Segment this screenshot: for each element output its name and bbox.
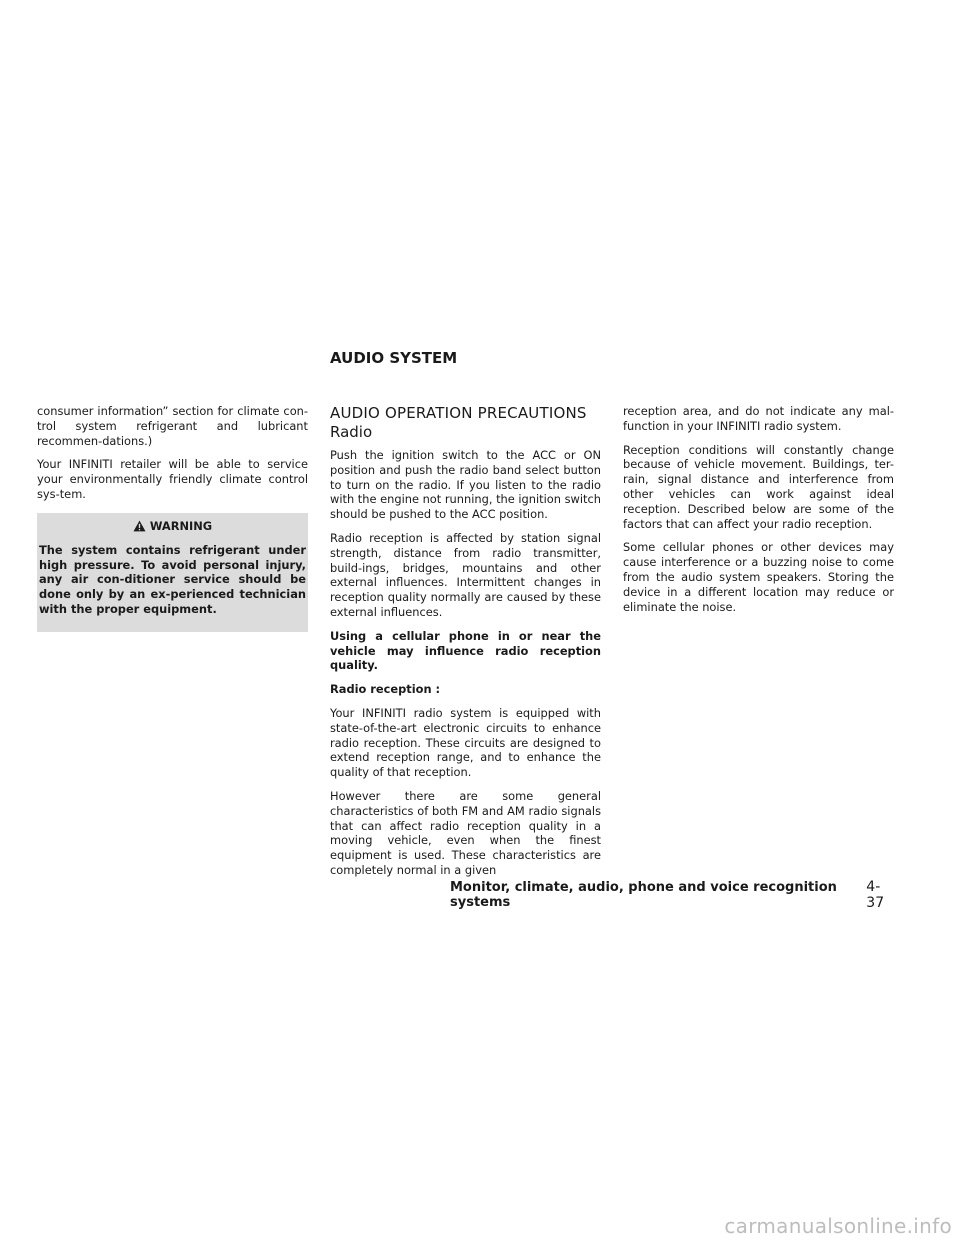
paragraph: reception area, and do not indicate any mal-function in your INFINITI radio system. xyxy=(623,404,894,433)
paragraph: Some cellular phones or other devices may cause interference or a buzzing noise to come from the audio system speakers. Storing the device in a different location may reduce or eliminate the noise. xyxy=(623,540,894,614)
paragraph: consumer information” section for climate con-trol system refrigerant and lubricant recommen-dations.) xyxy=(37,404,308,448)
warning-triangle-icon xyxy=(133,520,146,532)
heading-audio-operation-precautions: AUDIO OPERATION PRECAUTIONS xyxy=(330,404,587,422)
page-footer xyxy=(450,879,895,911)
page-number: 4-37 xyxy=(866,879,885,911)
warning-box xyxy=(37,513,308,632)
subheading-radio: Radio xyxy=(330,423,373,441)
column-1 xyxy=(37,404,308,632)
paragraph: However there are some general characteristics of both FM and AM radio signals that can affect radio reception quality in a moving vehicle, even when the finest equipment is used. These characteristics are completely normal in a given xyxy=(330,788,601,877)
section-title: AUDIO SYSTEM xyxy=(330,349,458,367)
warning-title: WARNING xyxy=(149,518,213,533)
bold-note: Using a cellular phone in or near the vehicle may influence radio reception quality. xyxy=(330,628,601,673)
paragraph: Reception conditions will constantly change because of vehicle movement. Buildings, ter-rain, signal distance and interference from other vehicles can work against ideal reception. Described below are some of the factors that can affect your radio reception. xyxy=(623,442,894,531)
chapter-title: Monitor, climate, audio, phone and voice recognition systems xyxy=(450,880,837,910)
warning-title-row xyxy=(39,519,306,533)
warning-text: The system contains refrigerant under high pressure. To avoid personal injury, any air con-ditioner service should be done only by an ex-perienced technician with the proper equipment. xyxy=(39,542,306,616)
column-2 xyxy=(330,404,601,887)
radio-reception-label: Radio reception : xyxy=(330,682,441,697)
watermark: carmanualsonline.info xyxy=(724,1214,952,1238)
column-3 xyxy=(623,404,894,623)
paragraph: Your INFINITI retailer will be able to service your environmentally friendly climate control sys-tem. xyxy=(37,457,308,501)
paragraph: Radio reception is affected by station signal strength, distance from radio transmitter, build-ings, bridges, mountains and other external influences. Intermittent changes in reception quality normally are caused by these external influences. xyxy=(330,530,601,619)
paragraph: Your INFINITI radio system is equipped with state-of-the-art electronic circuits to enhance radio reception. These circuits are designed to extend reception range, and to enhance the quality of that reception. xyxy=(330,705,601,780)
paragraph: Push the ignition switch to the ACC or ON position and push the radio band select button to turn on the radio. If you listen to the radio with the engine not running, the ignition switch should be pushed to the ACC position. xyxy=(330,448,601,522)
